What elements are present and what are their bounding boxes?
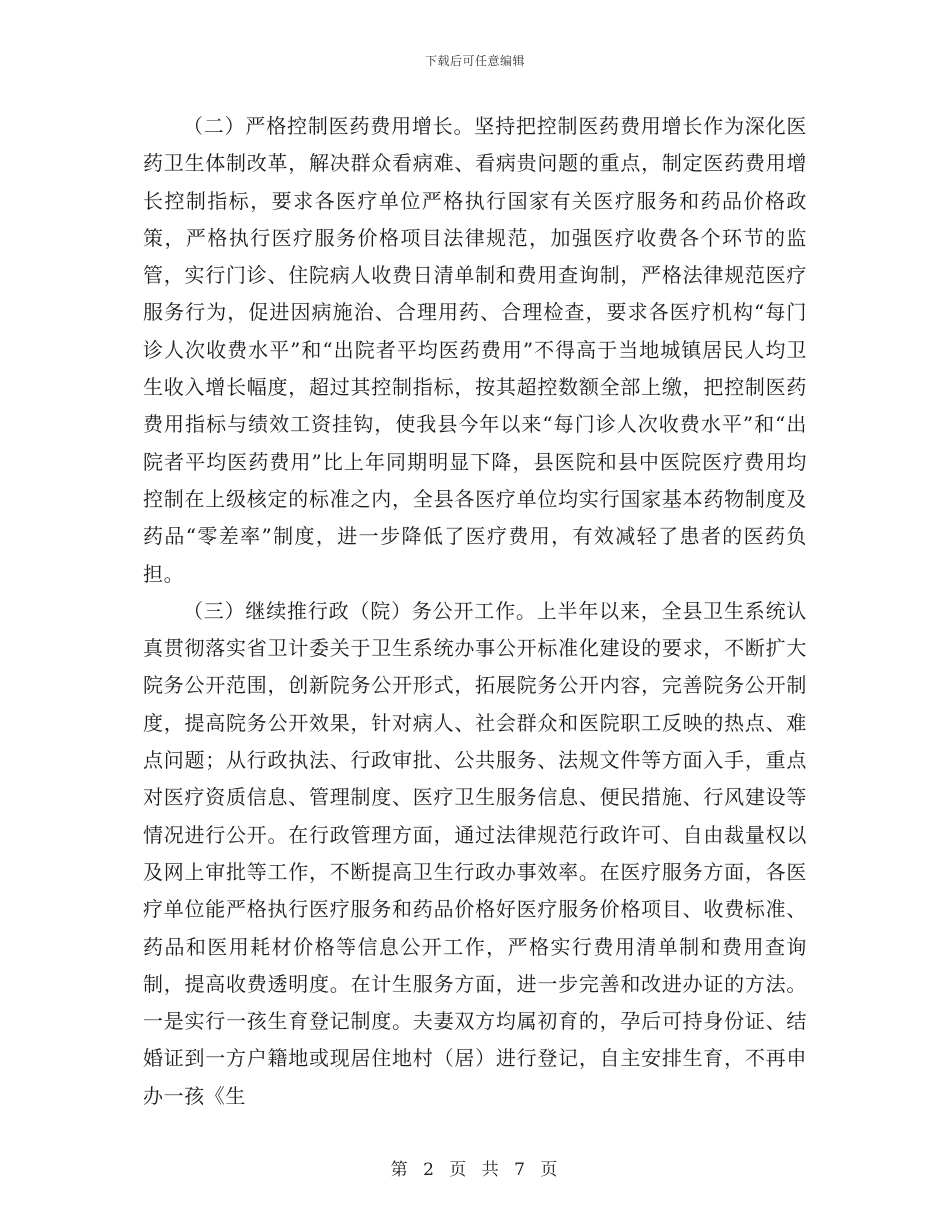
paragraph-affairs-disclosure: （三）继续推行政（院）务公开工作。上半年以来，全县卫生系统认真贯彻落实省卫计委关于卫生系统办事公开标准化建设的要求，不断扩大院务公开范围，创新院务公开形式，拓展院务公开内容，完善院务公开制度，提高院务公开效果，针对病人、社会群众和医院职工反映的热点、难点问题；从行政执法、行政审批、公共服务、法规文件等方面入手，重点对医疗资质信息、管理制度、医疗卫生服务信息、便民措施、行风建设等情况进行公开。在行政管理方面，通过法律规范行政许可、自由裁量权以及网上审批等工作，不断提高卫生行政办事效率。在医疗服务方面，各医疗单位能严格执行医疗服务和药品价格好医疗服务价格项目、收费标准、药品和医用耗材价格等信息公开工作，严格实行费用清单制和费用查询制，提高收费透明度。在计生服务方面，进一步完善和改进办证的方法。一是实行一孩生育登记制度。夫妻双方均属初育的，孕后可持身份证、结婚证到一方户籍地或现居住地村（居）进行登记，自主安排生育，不再申办一孩《生 — [143, 598, 807, 1108]
document-body — [143, 108, 807, 1115]
paragraph-control-medical-costs: （二）严格控制医药费用增长。坚持把控制医药费用增长作为深化医药卫生体制改革，解决群众看病难、看病贵问题的重点，制定医药费用增长控制指标，要求各医疗单位严格执行国家有关医疗服务和药品价格政策，严格执行医疗服务价格项目法律规范，加强医疗收费各个环节的监管，实行门诊、住院病人收费日清单制和费用查询制，严格法律规范医疗服务行为，促进因病施治、合理用药、合理检查，要求各医疗机构“每门诊人次收费水平”和“出院者平均医药费用”不得高于当地城镇居民人均卫生收入增长幅度，超过其控制指标，按其超控数额全部上缴，把控制医药费用指标与绩效工资挂钩，使我县今年以来“每门诊人次收费水平”和“出院者平均医药费用”比上年同期明显下降，县医院和县中医院医疗费用均控制在上级核定的标准之内，全县各医疗单位均实行国家基本药物制度及药品“零差率”制度，进一步降低了医疗费用，有效减轻了患者的医药负担。 — [143, 114, 807, 586]
page-header: 下载后可任意编辑 — [424, 54, 525, 68]
page-number-footer: 第 2 页 共 7 页 — [390, 1160, 560, 1180]
